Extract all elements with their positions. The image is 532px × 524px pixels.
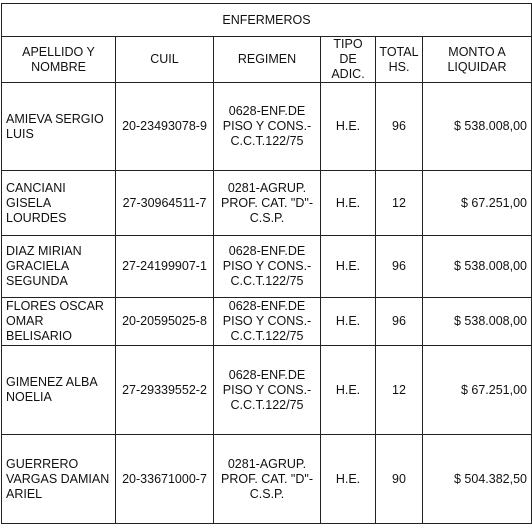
table-row (2, 236, 532, 298)
cell-horas: 96 (376, 83, 423, 171)
cell-tipo: H.E. (321, 298, 376, 346)
cell-regimen: 0628-ENF.DE PISO Y CONS.- C.C.T.122/75 (214, 236, 321, 298)
cell-horas: 96 (376, 236, 423, 298)
cell-horas: 12 (376, 171, 423, 236)
header-tipo: TIPO DE ADIC. (321, 37, 376, 83)
cell-name: DIAZ MIRIAN GRACIELA SEGUNDA (2, 236, 116, 298)
table-title: ENFERMEROS (2, 4, 532, 37)
cell-name: GIMENEZ ALBA NOELIA (2, 346, 116, 435)
cell-tipo: H.E. (321, 236, 376, 298)
header-cuil: CUIL (116, 37, 214, 83)
cell-regimen: 0628-ENF.DE PISO Y CONS.- C.C.T.122/75 (214, 298, 321, 346)
cell-regimen: 0628-ENF.DE PISO Y CONS.- C.C.T.122/75 (214, 346, 321, 435)
cell-cuil: 27-30964511-7 (116, 171, 214, 236)
cell-monto: $ 538.008,00 (423, 83, 532, 171)
cell-horas: 12 (376, 346, 423, 435)
table-row (2, 298, 532, 346)
header-monto: MONTO A LIQUIDAR (423, 37, 532, 83)
header-horas: TOTAL HS. (376, 37, 423, 83)
cell-cuil: 20-20595025-8 (116, 298, 214, 346)
cell-tipo: H.E. (321, 346, 376, 435)
cell-regimen: 0281-AGRUP. PROF. CAT. "D"-C.S.P. (214, 435, 321, 524)
header-regimen: REGIMEN (214, 37, 321, 83)
cell-horas: 96 (376, 298, 423, 346)
cell-cuil: 20-23493078-9 (116, 83, 214, 171)
table-row (2, 83, 532, 171)
cell-cuil: 27-29339552-2 (116, 346, 214, 435)
cell-name: FLORES OSCAR OMAR BELISARIO (2, 298, 116, 346)
cell-tipo: H.E. (321, 435, 376, 524)
cell-monto: $ 538.008,00 (423, 236, 532, 298)
table-row (2, 435, 532, 524)
cell-horas: 90 (376, 435, 423, 524)
cell-monto: $ 538.008,00 (423, 298, 532, 346)
table-row (2, 346, 532, 435)
table-row (2, 171, 532, 236)
cell-tipo: H.E. (321, 171, 376, 236)
header-row (2, 37, 532, 83)
cell-cuil: 27-24199907-1 (116, 236, 214, 298)
header-name: APELLIDO Y NOMBRE (2, 37, 116, 83)
cell-regimen: 0281-AGRUP. PROF. CAT. "D"-C.S.P. (214, 171, 321, 236)
nurses-table (1, 3, 532, 524)
cell-name: CANCIANI GISELA LOURDES (2, 171, 116, 236)
cell-monto: $ 67.251,00 (423, 171, 532, 236)
cell-name: GUERRERO VARGAS DAMIAN ARIEL (2, 435, 116, 524)
cell-monto: $ 504.382,50 (423, 435, 532, 524)
cell-monto: $ 67.251,00 (423, 346, 532, 435)
cell-name: AMIEVA SERGIO LUIS (2, 83, 116, 171)
cell-regimen: 0628-ENF.DE PISO Y CONS.- C.C.T.122/75 (214, 83, 321, 171)
cell-cuil: 20-33671000-7 (116, 435, 214, 524)
cell-tipo: H.E. (321, 83, 376, 171)
